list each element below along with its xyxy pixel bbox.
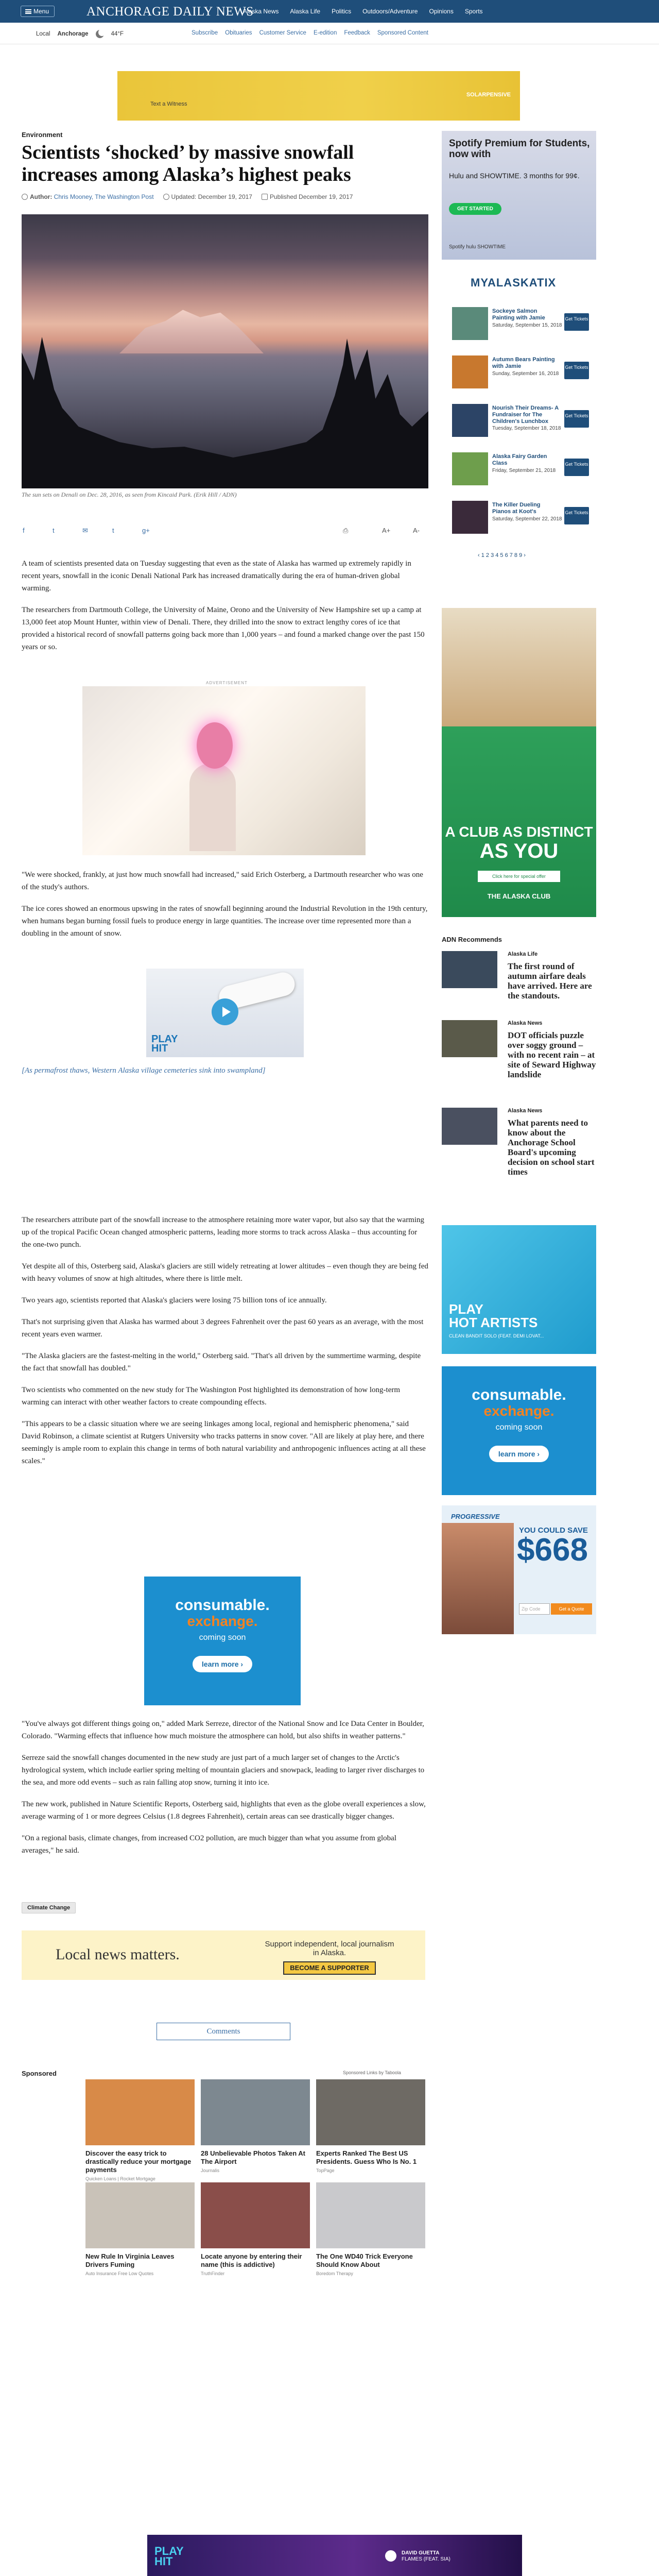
recommended-section: Alaska News <box>508 1108 543 1114</box>
ad-headline: A CLUB AS DISTINCT AS YOU <box>445 824 593 862</box>
author-icon <box>22 194 28 200</box>
tix-pagination[interactable]: ‹ 1 2 3 4 5 6 7 8 9 › <box>478 552 526 558</box>
ticket-event[interactable] <box>452 307 591 340</box>
ad-label: ADVERTISEMENT <box>206 681 248 685</box>
consumable-exchange-rail-ad[interactable] <box>442 1366 596 1495</box>
recommended-title[interactable]: What parents need to know about the Anchorage School Board's upcoming decision on school start times <box>508 1118 595 1177</box>
recommended-article[interactable] <box>442 1020 596 1082</box>
ticket-event[interactable] <box>452 404 591 437</box>
ad-line: coming soon <box>495 1423 543 1432</box>
sponsored-card[interactable] <box>85 2182 195 2276</box>
recommended-image <box>442 1020 497 1057</box>
become-supporter-button[interactable]: BECOME A SUPPORTER <box>283 1961 376 1975</box>
article-body-3 <box>22 1214 428 1467</box>
calendar-icon <box>262 194 268 200</box>
alaska-club-ad[interactable] <box>442 608 596 917</box>
ad-brand: PLAY HIT <box>154 2545 184 2568</box>
site-logo[interactable]: ANCHORAGE DAILY NEWS <box>86 5 254 19</box>
twitter-icon[interactable]: t <box>53 527 55 534</box>
consumable-exchange-ad[interactable] <box>144 1577 301 1705</box>
sponsored-image <box>316 2079 425 2145</box>
progressive-ad[interactable] <box>442 1505 596 1634</box>
ad-tagline: YOU COULD SAVE <box>519 1526 588 1535</box>
ad-line: exchange. <box>187 1613 258 1629</box>
article-body-4 <box>22 1718 428 1857</box>
recommends-heading: ADN Recommends <box>442 936 502 943</box>
paragraph: "On a regional basis, climate changes, from increased CO2 pollution, are much bigger than what you assume from global averages," he said. <box>22 1834 397 1855</box>
ad-title: Spotify Premium for Students, now with <box>449 138 590 160</box>
recommended-article[interactable] <box>442 1108 596 1177</box>
sponsored-source: TopPage <box>316 2168 335 2173</box>
sponsored-image <box>201 2079 310 2145</box>
sponsored-image <box>85 2182 195 2248</box>
paragraph: The researchers from Dartmouth College, the University of Maine, Orono and the University of New Hampshire set up a camp at 13,000 feet atop Mount Hunter, within view of Denali. There, they drilled into the snow to extract lengthy cores of ice that provided a historical record of snowfall patterns going back more than 1,000 years – and found a marked change over the past 150 years or so. <box>22 606 425 651</box>
tree-silhouette <box>22 334 428 488</box>
facebook-icon[interactable]: f <box>23 527 25 534</box>
ticket-event[interactable] <box>452 501 591 534</box>
paragraph: That's not surprising given that Alaska has warmed about 3 degrees Fahrenheit over the past 60 years as an average, with the most recent years even warmer. <box>22 1318 424 1338</box>
sponsored-title: New Rule In Virginia Leaves Drivers Fuming <box>85 2252 175 2268</box>
spotify-ad[interactable] <box>442 131 596 260</box>
video-brand: PLAY HIT <box>151 1033 178 1054</box>
sponsored-title: The One WD40 Trick Everyone Should Know About <box>316 2252 413 2268</box>
sponsored-title: 28 Unbelievable Photos Taken At The Airport <box>201 2149 305 2165</box>
event-date: Friday, September 21, 2018 <box>492 468 556 473</box>
related-link-wrap <box>22 1064 428 1077</box>
top-banner-ad[interactable] <box>117 71 520 121</box>
event-name[interactable]: Alaska Fairy Garden Class <box>492 453 547 466</box>
get-quote-button[interactable]: Get a Quote <box>551 1603 592 1615</box>
menu-label: Menu <box>33 8 49 15</box>
paragraph: A team of scientists presented data on Tuesday suggesting that even as the state of Alaska has warmed up extremely rapidly in recent years, snowfall in the iconic Denali National Park has increased dramatically during the era of human-driven global warming. <box>22 560 411 592</box>
customer-service-link[interactable]: Customer Service <box>259 30 306 36</box>
event-thumbnail <box>452 501 488 534</box>
nav-sports[interactable]: Sports <box>464 8 483 15</box>
get-tickets-button[interactable]: Get Tickets <box>564 507 589 524</box>
ad-figure <box>189 764 236 851</box>
ad-person <box>442 1523 514 1634</box>
temperature: 44°F <box>111 31 124 37</box>
recommended-article[interactable] <box>442 951 596 1013</box>
get-tickets-button[interactable]: Get Tickets <box>564 313 589 331</box>
paragraph: "You've always got different things going on," added Mark Serreze, director of the National Snow and Ice Data Center in Boulder, Colorado. "Warming effects that influence how much moisture the atmosphere can hold, but also shifts in weather patterns." <box>22 1720 424 1740</box>
sponsored-title: Experts Ranked The Best US Presidents. Guess Who Is No. 1 <box>316 2149 417 2165</box>
nav-opinions[interactable]: Opinions <box>429 8 454 15</box>
support-text: Support independent, local journalism in Alaska. <box>265 1940 394 1957</box>
sponsored-source: Auto Insurance Free Low Quotes <box>85 2271 154 2276</box>
paragraph: Two scientists who commented on the new study for The Washington Post highlighted its demonstration of how long-term warming can interact with other weather factors to create compounding effects. <box>22 1386 401 1406</box>
section-label[interactable]: Environment <box>22 131 63 139</box>
ad-caption: CLEAN BANDIT SOLO (FEAT. DEMI LOVAT... <box>449 1333 544 1338</box>
event-date: Sunday, September 16, 2018 <box>492 371 559 377</box>
paragraph: The researchers attribute part of the snowfall increase to the atmosphere retaining more water vapor, but also say that the warming up of the tropical Pacific Ocean changed atmospheric patterns, leading more storms to track across Alaska – thus accounting for the one-two punch. <box>22 1216 425 1249</box>
sponsored-source: Quicken Loans | Rocket Mortgage <box>85 2176 155 2181</box>
get-tickets-button[interactable]: Get Tickets <box>564 362 589 379</box>
font-increase-button[interactable]: A+ <box>382 527 391 534</box>
sponsored-image <box>316 2182 425 2248</box>
event-thumbnail <box>452 452 488 485</box>
ad-amount: $668 <box>517 1532 588 1568</box>
sponsored-image <box>201 2182 310 2248</box>
moon-icon <box>96 30 104 38</box>
myalaskatix-widget <box>442 272 596 607</box>
tumblr-icon[interactable]: t <box>112 527 114 534</box>
sponsored-card[interactable] <box>316 2182 425 2276</box>
nav-alaska-life[interactable]: Alaska Life <box>290 8 321 15</box>
mountain-shape <box>119 307 264 353</box>
learn-more-button[interactable]: learn more › <box>193 1656 252 1672</box>
event-name[interactable]: The Killer Dueling Pianos at Koot's <box>492 502 541 515</box>
ad-subtitle: Hulu and SHOWTIME. 3 months for 99¢. <box>449 172 580 180</box>
paragraph: The new work, published in Nature Scientific Reports, Osterberg said, highlights that even as the globe overall experiences a slow, average warming of 1 or more degrees Celsius (1.8 degrees Fahrenheit), certain areas can see drastically bigger changes. <box>22 1800 426 1821</box>
ticket-event[interactable] <box>452 452 591 485</box>
nav-politics[interactable]: Politics <box>332 8 352 15</box>
recommended-title[interactable]: The first round of autumn airfare deals have arrived. Here are the standouts. <box>508 961 592 1001</box>
sub-navigation-bar <box>0 23 659 44</box>
clock-icon <box>163 194 169 200</box>
updated-date: Updated: December 19, 2017 <box>171 193 252 200</box>
email-icon[interactable]: ✉ <box>82 527 88 534</box>
event-thumbnail <box>452 307 488 340</box>
bottom-banner-ad[interactable] <box>147 2535 522 2576</box>
sponsored-heading: Sponsored <box>22 2070 57 2077</box>
ad-line: exchange. <box>483 1403 554 1419</box>
paragraph: The ice cores showed an enormous upswing in the rates of snowfall beginning around the Industrial Revolution in the 19th century, when humans began burning fossil fuels to produce energy in large quantities. The increase over time represented more than a doubling in the amount of snow. <box>22 905 428 938</box>
feedback-link[interactable]: Feedback <box>344 30 370 36</box>
play-hot-artists-ad[interactable] <box>442 1225 596 1354</box>
event-date: Tuesday, September 18, 2018 <box>492 426 561 431</box>
event-date: Saturday, September 22, 2018 <box>492 516 562 522</box>
article-body-2 <box>22 869 428 940</box>
ad-brand: THE ALASKA CLUB <box>487 892 551 900</box>
byline <box>22 193 428 200</box>
nav-alaska-news[interactable]: Alaska News <box>243 8 279 15</box>
location-name: Anchorage <box>57 31 89 37</box>
event-name[interactable]: Autumn Bears Painting with Jamie <box>492 357 555 369</box>
author-label: Author: <box>30 193 53 200</box>
sponsored-content-link[interactable]: Sponsored Content <box>377 30 428 36</box>
sponsored-card[interactable] <box>316 2079 425 2173</box>
image-caption: The sun sets on Denali on Dec. 28, 2016, as seen from Kincaid Park. (Erik Hill / ADN) <box>22 491 237 498</box>
event-name[interactable]: Sockeye Salmon Painting with Jamie <box>492 308 545 321</box>
sponsored-title: Locate anyone by entering their name (this is addictive) <box>201 2252 302 2268</box>
play-icon[interactable] <box>385 2550 396 2562</box>
ad-text: Text a Witness <box>150 101 187 107</box>
paragraph: "The Alaska glaciers are the fastest-melting in the world," Osterberg said. "That's all driven by the summertime warming, despite the fact that snowfall has doubled." <box>22 1352 421 1372</box>
sponsored-card[interactable] <box>201 2182 310 2276</box>
sponsored-card[interactable] <box>85 2079 195 2181</box>
ad-brand: PROGRESSIVE <box>451 1513 500 1520</box>
subscribe-link[interactable]: Subscribe <box>192 30 218 36</box>
ad-figure-head <box>197 722 233 769</box>
article-header <box>22 131 428 200</box>
recommended-section: Alaska Life <box>508 951 538 957</box>
ad-brand: SOLARPENSIVE <box>466 92 511 98</box>
sponsored-card[interactable] <box>201 2079 310 2173</box>
paragraph: Yet despite all of this, Osterberg said, Alaska's glaciers are still widely retreating at lower altitudes – even though they are being fed with heavy volumes of snow at high altitudes, where there is little melt. <box>22 1262 428 1283</box>
event-name[interactable]: Nourish Their Dreams- A Fundraiser for The Children's Lunchbox <box>492 405 559 425</box>
obituaries-link[interactable]: Obituaries <box>225 30 252 36</box>
googleplus-icon[interactable]: g+ <box>142 527 150 534</box>
ticket-event[interactable] <box>452 355 591 388</box>
ad-image <box>442 608 596 726</box>
zip-code-input[interactable]: Zip Code <box>519 1603 550 1615</box>
sponsored-source: Journalis <box>201 2168 220 2173</box>
inline-video-ad[interactable] <box>82 686 366 855</box>
recommended-image <box>442 951 497 988</box>
recommended-title[interactable]: DOT officials puzzle over soggy ground – with no recent rain – at site of Seward Highway landslide <box>508 1030 596 1079</box>
paragraph: Serreze said the snowfall changes documented in the new study are just part of a much larger set of changes to the Arctic's hydrological system, which include earlier spring melting of mountain glaciers and snowpack, leading to larger river discharges to the sea, and more odd events – such as rain falling atop snow, turning it into ice. <box>22 1754 425 1787</box>
print-icon[interactable]: ⎙ <box>343 527 349 534</box>
ad-track: DAVID GUETTA FLAMES (FEAT. SIA) <box>402 2550 450 2562</box>
menu-button[interactable] <box>21 6 55 17</box>
main-nav <box>243 0 483 23</box>
sponsored-title: Discover the easy trick to drastically reduce your mortgage payments <box>85 2149 192 2174</box>
related-article-link[interactable]: [As permafrost thaws, Western Alaska village cemeteries sink into swampland] <box>22 1066 266 1075</box>
get-tickets-button[interactable]: Get Tickets <box>564 410 589 428</box>
ad-brands: Spotify hulu SHOWTIME <box>449 244 506 250</box>
headline: Scientists ‘shocked’ by massive snowfall increases among Alaska’s highest peaks <box>22 142 354 185</box>
share-bar <box>22 527 428 537</box>
nav-outdoors[interactable]: Outdoors/Adventure <box>362 8 418 15</box>
sponsored-source: Boredom Therapy <box>316 2271 353 2276</box>
recommended-section: Alaska News <box>508 1020 543 1026</box>
top-navigation-bar <box>0 0 659 23</box>
event-thumbnail <box>452 355 488 388</box>
published-date: Published December 19, 2017 <box>269 193 353 200</box>
author-link[interactable]: Chris Mooney, The Washington Post <box>54 193 154 200</box>
special-offer-button[interactable]: Click here for special offer <box>478 871 560 882</box>
event-date: Saturday, September 15, 2018 <box>492 323 562 328</box>
ad-line: coming soon <box>199 1633 246 1642</box>
ad-line: consumable. <box>175 1597 270 1614</box>
recommended-image <box>442 1108 497 1145</box>
article-body-1 <box>22 557 428 653</box>
sponsored-image <box>85 2079 195 2145</box>
local-link[interactable]: Local <box>36 31 50 37</box>
play-icon[interactable] <box>212 998 238 1025</box>
get-tickets-button[interactable]: Get Tickets <box>564 459 589 476</box>
event-thumbnail <box>452 404 488 437</box>
taboola-label[interactable]: Sponsored Links by Taboola <box>343 2070 401 2075</box>
tag-climate-change[interactable]: Climate Change <box>22 1902 76 1913</box>
hero-image <box>22 214 428 488</box>
support-headline: Local news matters. <box>56 1946 180 1963</box>
e-edition-link[interactable]: E-edition <box>313 30 337 36</box>
video-player[interactable] <box>146 969 304 1057</box>
myalaskatix-logo[interactable]: MYALASKATIX <box>471 276 557 289</box>
ad-headline: PLAY HOT ARTISTS <box>449 1301 538 1330</box>
learn-more-button[interactable]: learn more › <box>489 1446 549 1462</box>
ad-line: consumable. <box>472 1386 566 1403</box>
paragraph: "We were shocked, frankly, at just how much snowfall had increased," said Erich Osterberg, a Dartmouth researcher who was one of the study's authors. <box>22 871 423 891</box>
comments-button[interactable]: Comments <box>157 2023 290 2040</box>
get-started-button[interactable]: GET STARTED <box>449 203 501 215</box>
paragraph: Two years ago, scientists reported that Alaska's glaciers were losing 75 billion tons of ice annually. <box>22 1296 327 1304</box>
hamburger-icon <box>25 9 31 14</box>
font-decrease-button[interactable]: A- <box>413 527 420 534</box>
sponsored-source: TruthFinder <box>201 2271 225 2276</box>
support-banner <box>22 1930 425 1980</box>
paragraph: "This appears to be a classic situation where we are seeing linkages among local, regional and hemispheric phenomena," said David Robinson, a climate scientist at Rutgers University who tracks patterns in snow cover. "All are likely at play here, and there seemingly is ample room to explain this change in terms of both natural variability and anthropogenic influences acting at all these scales." <box>22 1420 426 1465</box>
